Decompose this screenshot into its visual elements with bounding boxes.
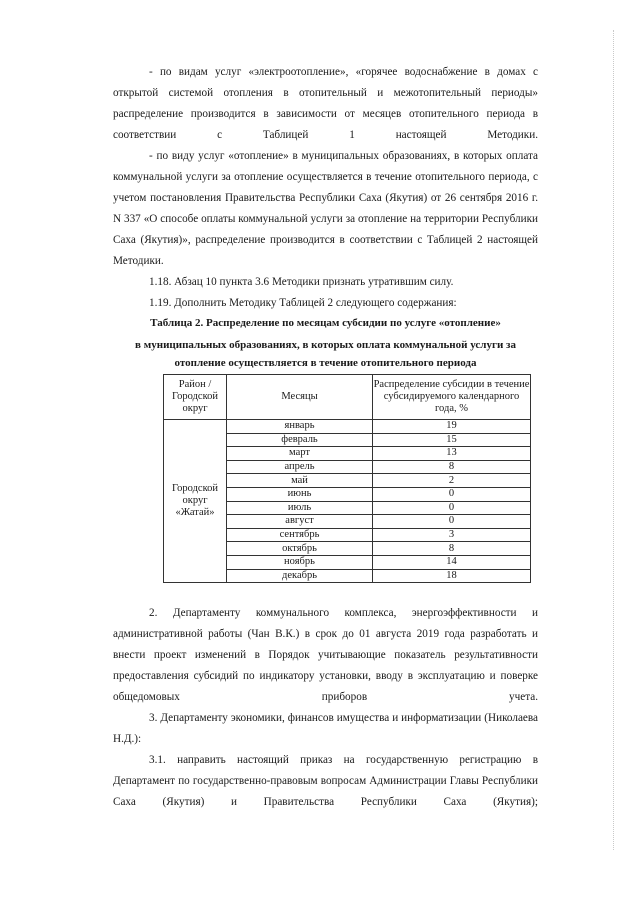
header-region: Район / Городской округ: [164, 375, 227, 420]
value-cell: 3: [373, 528, 531, 542]
month-cell: январь: [227, 420, 373, 434]
value-cell: 19: [373, 420, 531, 434]
paragraph-electroheating: - по видам услуг «электроотопление», «горячее водоснабжение в домах с открытой системой отопления в отопительный и межотопительный периоды» распределение производится в зависимости от месяцев отопительного периода в соответствии с Таблицей 1 настоящей Методики.: [113, 66, 538, 141]
table-caption-line-2: в муниципальных образованиях, в которых оплата коммунальной услуги за: [135, 339, 516, 351]
paragraph-3: 3. Департаменту экономики, финансов имущества и информатизации (Николаева Н.Д.):: [113, 712, 538, 745]
paragraph-2-number: 2.: [149, 607, 158, 619]
header-distribution: Распределение субсидии в течение субсидируемого календарного года, %: [373, 375, 531, 420]
value-cell: 15: [373, 433, 531, 447]
value-cell: 14: [373, 555, 531, 569]
value-cell: 8: [373, 542, 531, 556]
paragraph-1-18: 1.18. Абзац 10 пункта 3.6 Методики признать утратившим силу.: [149, 276, 454, 288]
table-caption-line-3: отопление осуществляется в течение отопительного периода: [174, 357, 477, 369]
header-months: Месяцы: [227, 375, 373, 420]
month-cell: сентябрь: [227, 528, 373, 542]
value-cell: 13: [373, 447, 531, 461]
month-cell: ноябрь: [227, 555, 373, 569]
month-cell: август: [227, 515, 373, 529]
region-cell: Городской округ «Жатай»: [164, 420, 227, 583]
value-cell: 2: [373, 474, 531, 488]
scan-edge-line: [613, 30, 614, 850]
paragraph-heating: - по виду услуг «отопление» в муниципальных образованиях, в которых оплата коммунальной услуги за отопление осуществляется в течение отопительного периода, с учетом постановления Правительства Республики Саха (Якутия) от 26 сентября 2016 г. N 337 «О способе оплаты коммунальной услуги за отопление на территории Республики Саха (Якутия)», распределение производится в соответствии с Таблицей 2 настоящей Методики.: [113, 150, 538, 267]
month-cell: июнь: [227, 487, 373, 501]
paragraph-1-19: 1.19. Дополнить Методику Таблицей 2 следующего содержания:: [149, 297, 457, 309]
value-cell: 8: [373, 460, 531, 474]
month-cell: октябрь: [227, 542, 373, 556]
month-cell: май: [227, 474, 373, 488]
table-caption-line-1: Таблица 2. Распределение по месяцам субсидии по услуге «отопление»: [150, 317, 501, 329]
month-cell: февраль: [227, 433, 373, 447]
value-cell: 18: [373, 569, 531, 583]
subsidy-distribution-table: [163, 374, 531, 583]
month-cell: март: [227, 447, 373, 461]
month-cell: декабрь: [227, 569, 373, 583]
month-cell: июль: [227, 501, 373, 515]
paragraph-3-1: 3.1. направить настоящий приказ на государственную регистрацию в Департамент по государственно-правовым вопросам Администрации Главы Республики Саха (Якутия) и Правительства Республики Саха (Якутия);: [113, 754, 538, 808]
paragraph-2: [113, 603, 538, 708]
value-cell: 0: [373, 501, 531, 515]
month-cell: апрель: [227, 460, 373, 474]
table-header-row: [164, 375, 531, 420]
table-row: [164, 420, 531, 434]
paragraph-2-text: Департаменту коммунального комплекса, энергоэффективности и административной работы (Чан В.К.) в срок до 01 августа 2019 года разработать и внести проект изменений в Порядок учитывающие показатель результативности предоставления субсидий по индикатору установки, вводу в эксплуатацию и поверке общедомовых приборов учета.: [113, 607, 538, 703]
value-cell: 0: [373, 487, 531, 501]
value-cell: 0: [373, 515, 531, 529]
